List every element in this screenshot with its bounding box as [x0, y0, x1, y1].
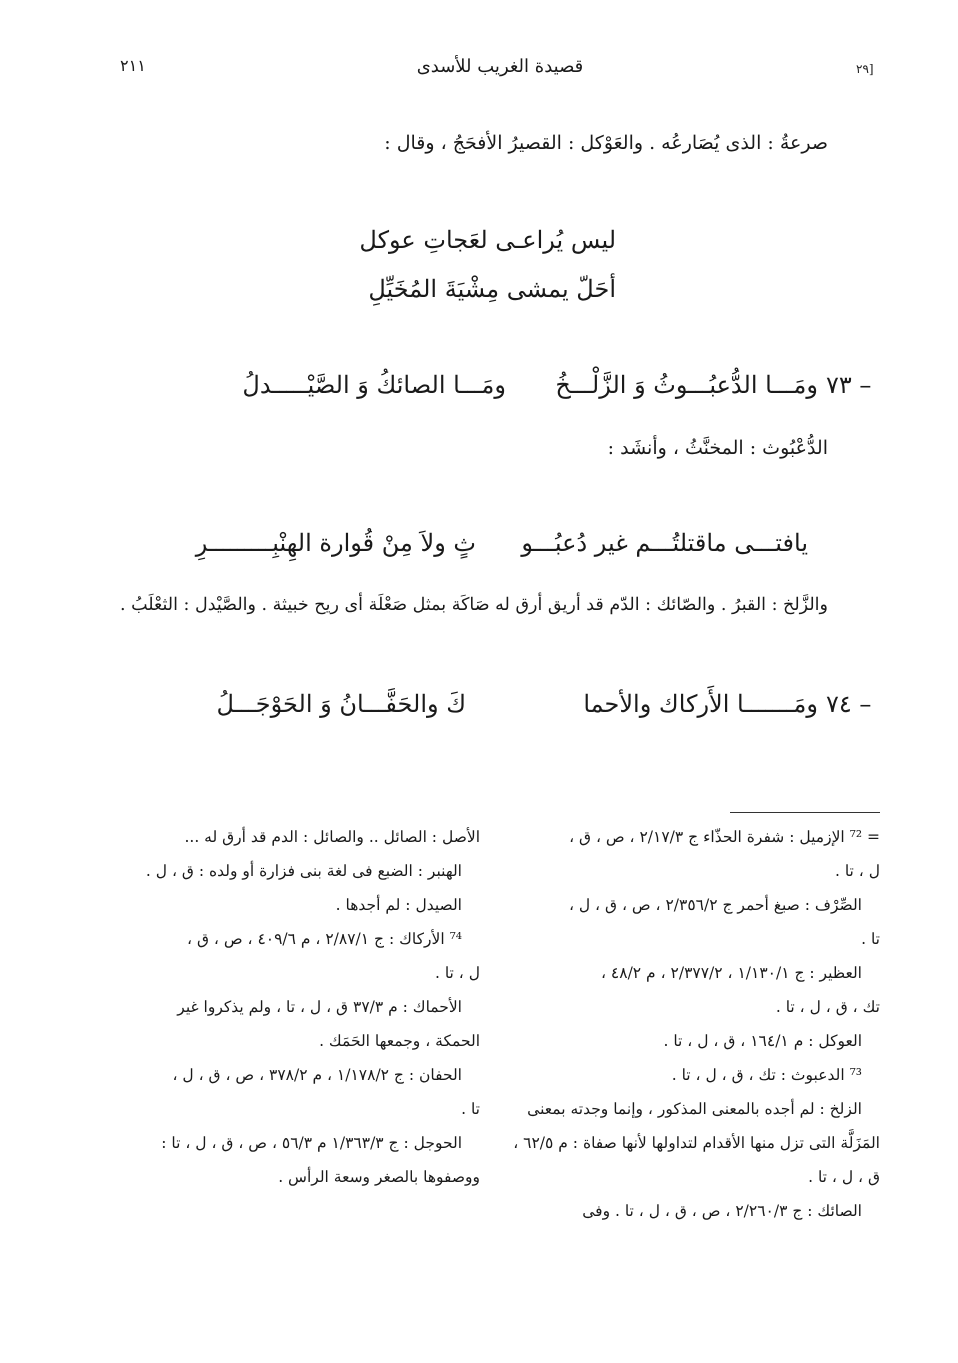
verse-74-part-2: كَ والحَفَّـــانُ وَ الحَوْجَـــلُ [216, 690, 466, 718]
footnote-line: ووصفوها بالصغر وسعة الرأس . [278, 1168, 480, 1186]
margin-mark: ٢٩] [856, 62, 874, 76]
footnote-line: ⁷⁴ الأركاك : ج ٢/٨٧/١ ، م ٤٠٩/٦ ، ص ، ق ، [187, 930, 462, 948]
footnote-line: المَزَلَّة التى تزل منها الأقدام لتداولها لأنها صفاة : م ٦٢/٥ ، [513, 1134, 880, 1152]
footnote-line: تك ، ق ، ل ، تا . [775, 998, 880, 1016]
footnote-line: ⁷³ الدعبوث : تك ، ق ، ل ، تا . [671, 1066, 862, 1084]
verse-73-number: ٧٣ – [826, 371, 872, 399]
body-line-dubuth: الدُّعْبُوث : المخنَّثُ ، وأنشَد : [607, 437, 828, 459]
footnote-line: الصيدل : لم أجدها . [335, 896, 462, 914]
footnote-line: الحوجل : ج ١/٣٦٣/٣ م ٥٦/٣ ، ص ، ق ، ل ، تا : [161, 1134, 462, 1152]
body-line-1: صرعةُ : الذى يُصَارعُه . والعَوْكل : القصيرُ الأفحَجُ ، وقال : [384, 132, 828, 154]
verse-2-part-2: ثٍ ولاَ مِنْ قُوارة الهِنْبِـــــــــرِ [195, 529, 476, 557]
footnotes-right-column [500, 820, 880, 1228]
footnotes-left-column [90, 820, 480, 1194]
footnote-line: ق ، ل ، تا . [808, 1168, 880, 1186]
footnote-line: ل ، تا . [434, 964, 480, 982]
footnote-line: الحمكة ، وجمعها الحَمَك . [319, 1032, 480, 1050]
footnote-line: الحفان : ج ١/١٧٨/٢ ، م ٣٧٨/٢ ، ص ، ق ، ل ، [172, 1066, 462, 1084]
verse-73-part-1: ومَـــا الدُّعبُـــوثُ وَ الزَّلْـــخُ [555, 371, 818, 399]
footnote-line: العوكل : م ١٦٤/١ ، ق ، ل ، تا . [663, 1032, 862, 1050]
footnote-line: الصائك : ج ٢/٢٦٠/٣ ، ص ، ق ، ل ، تا . وفى [582, 1202, 862, 1220]
footnote-line: = ⁷² الإزميل : شفرة الحذّاء ج ٢/١٧/٣ ، ص ، ق ، [569, 828, 880, 846]
running-title: قصيدة الغريب للأسدى [416, 56, 584, 77]
verse-73-part-2: ومَـــا الصائكُ وَ الصَّيْـــــدلُ [242, 371, 506, 399]
verse-74-number: ٧٤ – [826, 690, 872, 718]
footnote-line: تا . [861, 930, 880, 948]
verse-1-line-1: ليس يُراعـى لعَجاتِ عوكل [359, 226, 616, 254]
footnote-rule [730, 812, 880, 813]
footnote-line: ل ، تا . [834, 862, 880, 880]
footnote-line: الهنبر : الضبع فى لغة بنى فزارة أو ولده : ق ، ل . [145, 862, 462, 880]
verse-1-line-2: أحَلّ يمشى مِشْيَةَ المُخَيِّلِ [368, 275, 616, 303]
body-line-zalkh: والزَّلخ : القبرُ . والصّائك : الدّم قد أريق أرق له صَاكَة بمثل صَعْلَة أى ريح خبيثة . والصَّيْدل : الثعْلَبُ . [119, 595, 828, 615]
verse-74-part-1: ومَـــــــا الأَركاك والأحما [583, 690, 818, 718]
footnote-line: الأصل : الصائل .. والصائل : الدم قد أرق له ... [184, 828, 480, 846]
page-number: ٢١١ [120, 56, 146, 75]
footnote-line: الزلخ : لم أجده بالمعنى المذكور ، وإنما وجدته بمعنى [527, 1100, 862, 1118]
footnote-line: الأحماك : م ٣٧/٣ ق ، ل ، تا ، ولم يذكروا غير [177, 998, 462, 1016]
footnote-line: تا . [461, 1100, 480, 1118]
footnote-line: العظير : ج ١/١٣٠/١ ، ٢/٣٧٧/٢ ، م ٤٨/٢ ، [600, 964, 862, 982]
footnote-line: الصِّرْف : صبغ أحمر ج ٢/٣٥٦/٢ ، ص ، ق ، ل ، [568, 896, 862, 914]
verse-2-part-1: يافتـــى ماقتلتُـــم غير دُعبُـــو [521, 529, 808, 557]
